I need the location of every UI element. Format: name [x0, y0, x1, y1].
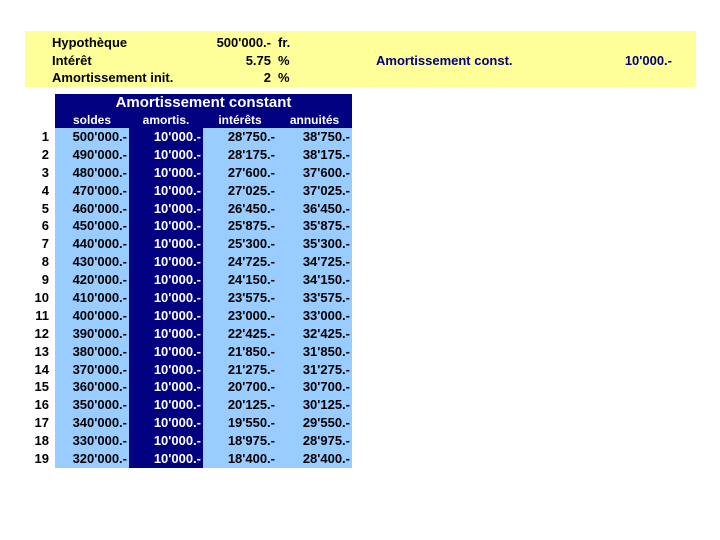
- cell-annuites[interactable]: 30'125.-: [302, 397, 350, 413]
- cell-annuites[interactable]: 33'575.-: [302, 290, 350, 306]
- cell-interets[interactable]: 20'125.-: [227, 397, 275, 413]
- cell-annuites[interactable]: 34'725.-: [302, 254, 350, 270]
- row-number: 9: [41, 272, 49, 288]
- amort-init-unit: %: [278, 70, 290, 85]
- row-number: 19: [34, 451, 49, 467]
- cell-annuites[interactable]: 38'750.-: [302, 129, 350, 144]
- cell-interets[interactable]: 27'600.-: [227, 164, 275, 180]
- cell-amortis[interactable]: 10'000.-: [153, 379, 201, 395]
- cell-amortis[interactable]: 10'000.-: [153, 343, 201, 359]
- row-number: 11: [35, 307, 49, 323]
- interet-value[interactable]: 5.75: [245, 53, 271, 68]
- cell-annuites[interactable]: 28'400.-: [302, 451, 350, 467]
- column-soldes: [55, 128, 129, 468]
- row-number: 4: [41, 182, 49, 198]
- cell-annuites[interactable]: 33'000.-: [302, 307, 350, 323]
- cell-interets[interactable]: 24'150.-: [227, 272, 275, 288]
- cell-solde[interactable]: 390'000.-: [72, 325, 127, 341]
- column-amortis: [129, 128, 203, 468]
- cell-amortis[interactable]: 10'000.-: [153, 307, 201, 323]
- cell-amortis[interactable]: 10'000.-: [153, 129, 201, 144]
- row-number: 5: [41, 200, 49, 216]
- row-number: 6: [41, 218, 49, 234]
- row-number: 8: [41, 254, 49, 270]
- header-amortis: amortis.: [142, 113, 190, 127]
- cell-annuites[interactable]: 38'175.-: [302, 146, 350, 162]
- cell-annuites[interactable]: 32'425.-: [302, 325, 350, 341]
- cell-amortis[interactable]: 10'000.-: [153, 182, 201, 198]
- cell-annuites[interactable]: 31'850.-: [302, 343, 350, 359]
- amort-init-label: Amortissement init.: [52, 70, 174, 85]
- cell-solde[interactable]: 450'000.-: [72, 218, 127, 234]
- cell-amortis[interactable]: 10'000.-: [153, 433, 201, 449]
- cell-solde[interactable]: 330'000.-: [72, 433, 127, 449]
- cell-interets[interactable]: 25'875.-: [227, 218, 275, 234]
- header-annuites: annuités: [289, 113, 340, 127]
- row-number: 12: [34, 325, 49, 341]
- cell-interets[interactable]: 23'000.-: [227, 307, 275, 323]
- cell-amortis[interactable]: 10'000.-: [153, 236, 201, 252]
- cell-amortis[interactable]: 10'000.-: [153, 272, 201, 288]
- cell-annuites[interactable]: 35'875.-: [302, 218, 350, 234]
- cell-amortis[interactable]: 10'000.-: [153, 415, 201, 431]
- cell-amortis[interactable]: 10'000.-: [153, 200, 201, 216]
- row-numbers-column: [25, 128, 49, 468]
- cell-interets[interactable]: 23'575.-: [227, 290, 275, 306]
- hypotheque-value[interactable]: 500'000.-: [216, 35, 271, 50]
- cell-amortis[interactable]: 10'000.-: [153, 361, 201, 377]
- cell-interets[interactable]: 27'025.-: [227, 182, 275, 198]
- cell-interets[interactable]: 20'700.-: [227, 379, 275, 395]
- row-number: 13: [34, 343, 49, 359]
- hypotheque-unit: fr.: [278, 35, 291, 50]
- cell-annuites[interactable]: 30'700.-: [302, 379, 350, 395]
- cell-solde[interactable]: 420'000.-: [72, 272, 127, 288]
- column-annuites: [277, 128, 352, 468]
- cell-interets[interactable]: 21'850.-: [227, 343, 275, 359]
- interet-unit: %: [278, 53, 290, 68]
- cell-solde[interactable]: 400'000.-: [72, 307, 127, 323]
- cell-annuites[interactable]: 36'450.-: [302, 200, 350, 216]
- row-number: 7: [41, 236, 49, 252]
- cell-solde[interactable]: 370'000.-: [72, 361, 127, 377]
- cell-solde[interactable]: 490'000.-: [72, 146, 127, 162]
- cell-solde[interactable]: 500'000.-: [72, 129, 127, 144]
- cell-solde[interactable]: 340'000.-: [72, 415, 127, 431]
- cell-solde[interactable]: 440'000.-: [72, 236, 127, 252]
- cell-amortis[interactable]: 10'000.-: [153, 325, 201, 341]
- cell-solde[interactable]: 410'000.-: [72, 290, 127, 306]
- row-number: 10: [34, 290, 49, 306]
- amort-const-value[interactable]: 10'000.-: [624, 53, 672, 68]
- cell-amortis[interactable]: 10'000.-: [153, 218, 201, 234]
- cell-interets[interactable]: 18'400.-: [227, 451, 275, 467]
- hypotheque-label: Hypothèque: [52, 35, 128, 50]
- cell-interets[interactable]: 19'550.-: [227, 415, 275, 431]
- cell-solde[interactable]: 380'000.-: [72, 343, 127, 359]
- cell-solde[interactable]: 430'000.-: [72, 254, 127, 270]
- cell-solde[interactable]: 360'000.-: [72, 379, 127, 395]
- cell-interets[interactable]: 22'425.-: [227, 325, 275, 341]
- cell-amortis[interactable]: 10'000.-: [153, 146, 201, 162]
- cell-interets[interactable]: 18'975.-: [227, 433, 275, 449]
- amort-const-label: Amortissement const.: [376, 53, 513, 68]
- cell-interets[interactable]: 28'175.-: [227, 146, 275, 162]
- cell-solde[interactable]: 470'000.-: [72, 182, 127, 198]
- cell-solde[interactable]: 350'000.-: [72, 397, 127, 413]
- row-number: 1: [41, 129, 49, 144]
- row-number: 2: [41, 146, 49, 162]
- cell-annuites[interactable]: 29'550.-: [302, 415, 350, 431]
- cell-annuites[interactable]: 37'600.-: [302, 164, 350, 180]
- cell-solde[interactable]: 480'000.-: [72, 164, 127, 180]
- row-number: 16: [34, 397, 49, 413]
- cell-interets[interactable]: 26'450.-: [227, 200, 275, 216]
- cell-amortis[interactable]: 10'000.-: [153, 451, 201, 467]
- cell-interets[interactable]: 25'300.-: [227, 236, 275, 252]
- cell-interets[interactable]: 28'750.-: [227, 129, 275, 144]
- row-number: 14: [34, 361, 49, 377]
- cell-annuites[interactable]: 34'150.-: [302, 272, 350, 288]
- cell-amortis[interactable]: 10'000.-: [153, 397, 201, 413]
- cell-solde[interactable]: 460'000.-: [72, 200, 127, 216]
- row-number: 18: [34, 433, 49, 449]
- cell-annuites[interactable]: 37'025.-: [302, 182, 350, 198]
- table-title: Amortissement constant: [115, 94, 292, 111]
- cell-amortis[interactable]: 10'000.-: [153, 254, 201, 270]
- row-number: 3: [41, 164, 49, 180]
- cell-annuites[interactable]: 31'275.-: [302, 361, 350, 377]
- cell-annuites[interactable]: 35'300.-: [302, 236, 350, 252]
- amort-init-value[interactable]: 2: [263, 70, 271, 85]
- cell-interets[interactable]: 24'725.-: [227, 254, 275, 270]
- cell-interets[interactable]: 21'275.-: [227, 361, 275, 377]
- interet-label: Intérêt: [52, 53, 92, 68]
- row-number: 17: [34, 415, 49, 431]
- column-interets: [203, 128, 277, 468]
- header-soldes: soldes: [72, 113, 111, 127]
- cell-amortis[interactable]: 10'000.-: [153, 290, 201, 306]
- row-number: 15: [34, 379, 49, 395]
- cell-amortis[interactable]: 10'000.-: [153, 164, 201, 180]
- cell-solde[interactable]: 320'000.-: [72, 451, 127, 467]
- header-interets: intérêts: [218, 113, 262, 127]
- cell-annuites[interactable]: 28'975.-: [302, 433, 350, 449]
